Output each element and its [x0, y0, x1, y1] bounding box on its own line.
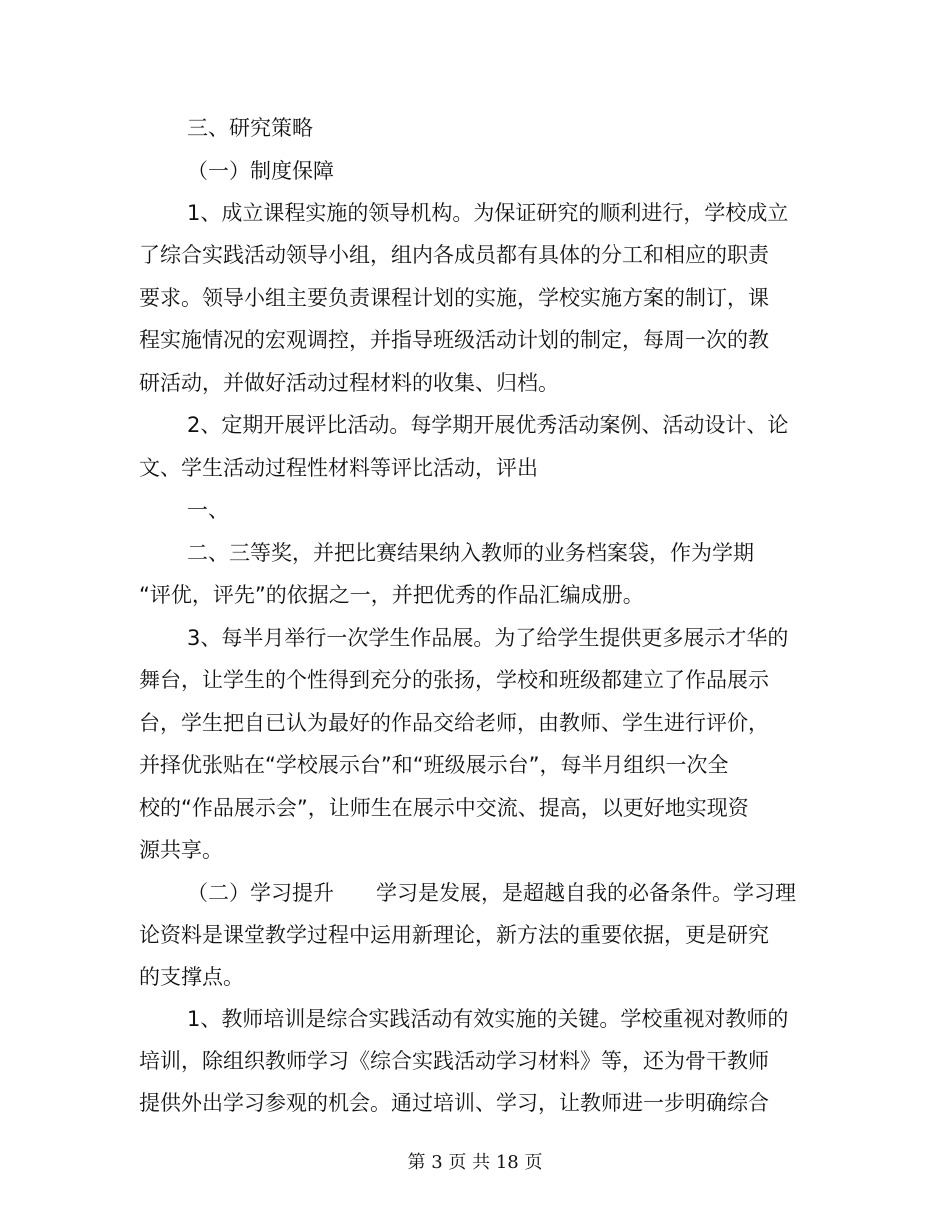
paragraph-line: 3、每半月举行一次学生作品展。为了给学生提供更多展示才华的 [187, 626, 789, 650]
paragraph-line: 了综合实践活动领导小组，组内各成员都有具体的分工和相应的职责 [139, 243, 769, 267]
paragraph-line: 培训，除组织教师学习《综合实践活动学习材料》等，还为骨干教师 [139, 1049, 769, 1073]
paragraph-line: 文、学生活动过程性材料等评比活动，评出 [139, 456, 538, 480]
paragraph-line: 台，学生把自已认为最好的作品交给老师，由教师、学生进行评价， [139, 711, 769, 735]
paragraph-line: 校的“作品展示会”，让师生在展示中交流、提高，以更好地实现资 [139, 796, 749, 820]
paragraph-line: 1、教师培训是综合实践活动有效实施的关键。学校重视对教师的 [187, 1007, 789, 1031]
paragraph-line: （二）学习提升 学习是发展，是超越自我的必备条件。学习理 [187, 881, 796, 905]
paragraph-line: 二、三等奖，并把比赛结果纳入教师的业务档案袋，作为学期 [187, 541, 754, 565]
paragraph-line: 程实施情况的宏观调控，并指导班级活动计划的制定，每周一次的教 [139, 328, 769, 352]
paragraph-line: 提供外出学习参观的机会。通过培训、学习，让教师进一步明确综合 [139, 1091, 769, 1115]
paragraph-line: 舞台，让学生的个性得到充分的张扬，学校和班级都建立了作品展示 [139, 668, 769, 692]
paragraph-line: 2、定期开展评比活动。每学期开展优秀活动案例、活动设计、论 [187, 413, 789, 437]
paragraph-line: 研活动，并做好活动过程材料的收集、归档。 [139, 371, 559, 395]
paragraph-line: 论资料是课堂教学过程中运用新理论，新方法的重要依据，更是研究 [139, 923, 769, 947]
paragraph-line: 一、 [187, 498, 229, 522]
subsection-heading: （一）制度保障 [187, 159, 334, 183]
paragraph-line: 要求。领导小组主要负责课程计划的实施，学校实施方案的制订，课 [139, 286, 769, 310]
page-number: 第 3 页 共 18 页 [407, 1152, 543, 1173]
paragraph-line: 源共享。 [139, 838, 223, 862]
paragraph-line: 1、成立课程实施的领导机构。为保证研究的顺利进行，学校成立 [187, 201, 789, 225]
paragraph-line: 的支撑点。 [139, 965, 244, 989]
section-heading: 三、研究策略 [187, 116, 313, 140]
paragraph-line: 并择优张贴在“学校展示台”和“班级展示台”，每半月组织一次全 [139, 753, 729, 777]
paragraph-line: “评优，评先”的依据之一，并把优秀的作品汇编成册。 [139, 583, 644, 607]
